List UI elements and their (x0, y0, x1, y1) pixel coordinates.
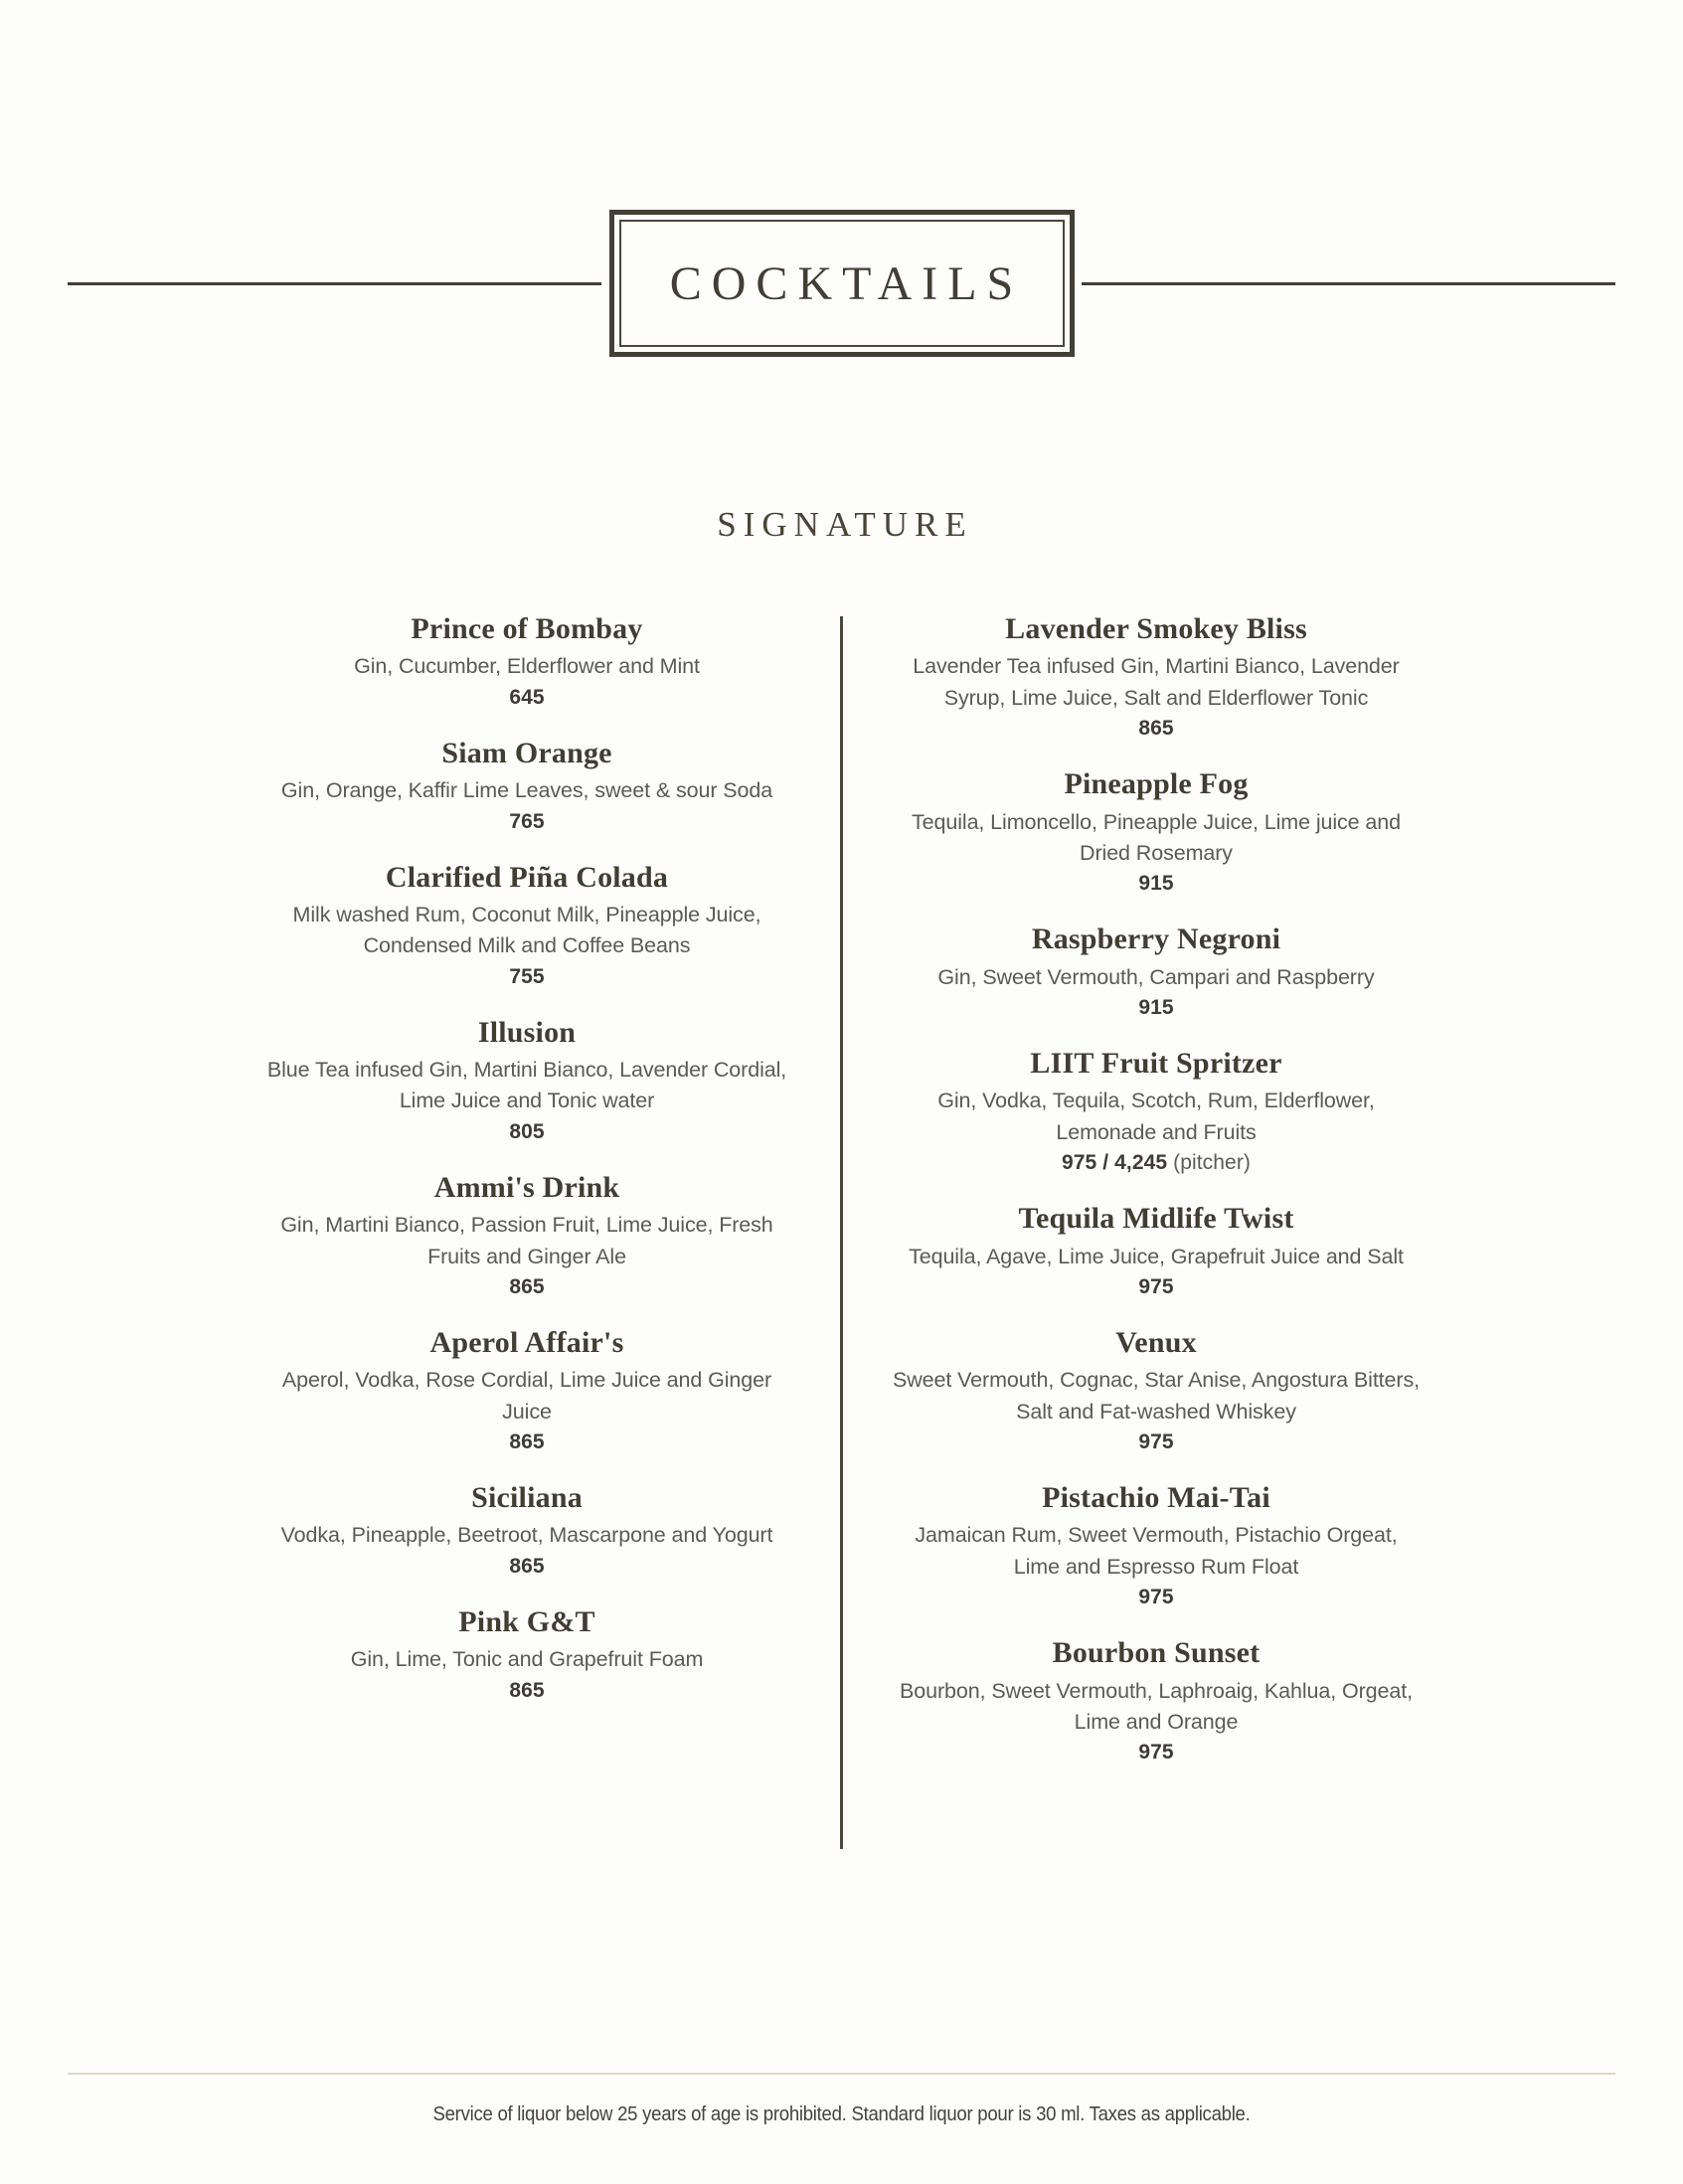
menu-item-name: Pineapple Fog (1064, 767, 1249, 801)
menu-item-price: 865 (509, 1554, 545, 1578)
page-title: COCKTAILS (669, 256, 1024, 310)
menu-item-description: Milk washed Rum, Coconut Milk, Pineapple Juice, Condensed Milk and Coffee Beans (292, 902, 761, 958)
menu-item-description: Gin, Orange, Kaffir Lime Leaves, sweet & sour Soda (280, 778, 773, 803)
menu-item-price: 865 (509, 1274, 545, 1298)
menu-item-name: Illusion (477, 1015, 577, 1049)
menu-item-price: 765 (509, 809, 545, 833)
menu-item (263, 1479, 790, 1579)
menu-item-description: Jamaican Rum, Sweet Vermouth, Pistachio Orgeat, Lime and Espresso Rum Float (915, 1523, 1398, 1579)
menu-item (893, 765, 1420, 896)
menu-item-description: Aperol, Vodka, Rose Cordial, Lime Juice and Ginger Juice (281, 1368, 772, 1424)
menu-item-name: Raspberry Negroni (1031, 923, 1281, 956)
menu-item-price: 805 (509, 1119, 545, 1143)
menu-item-price: 865 (509, 1430, 545, 1454)
menu-item-name: Pink G&T (458, 1604, 595, 1638)
menu-column-left (204, 610, 840, 1849)
menu-item-name: Prince of Bombay (411, 612, 643, 645)
menu-header (0, 204, 1683, 363)
menu-column-right (843, 610, 1479, 1849)
menu-item-description: Vodka, Pineapple, Beetroot, Mascarpone and Yogurt (280, 1523, 773, 1548)
menu-item (893, 1200, 1420, 1299)
menu-item-name: Tequila Midlife Twist (1018, 1202, 1294, 1236)
menu-item-name: Lavender Smokey Bliss (1005, 612, 1307, 645)
menu-columns (0, 610, 1683, 1849)
menu-item-price: 755 (509, 964, 545, 988)
menu-item (263, 1603, 790, 1703)
menu-item (263, 859, 790, 989)
menu-item (263, 610, 790, 710)
menu-item-price: 915 (1138, 872, 1174, 896)
footer-rule (68, 2073, 1615, 2075)
menu-item-description: Blue Tea infused Gin, Martini Bianco, Lavender Cordial, Lime Juice and Tonic water (266, 1058, 787, 1113)
menu-item-name: LIIT Fruit Spritzer (1030, 1047, 1282, 1081)
menu-item-description: Gin, Cucumber, Elderflower and Mint (354, 654, 700, 679)
menu-item-name: Siciliana (471, 1481, 583, 1515)
title-frame (609, 210, 1075, 357)
menu-item (263, 735, 790, 834)
menu-item-description: Gin, Lime, Tonic and Grapefruit Foam (350, 1647, 704, 1672)
menu-item-description: Sweet Vermouth, Cognac, Star Anise, Angostura Bitters, Salt and Fat-washed Whiskey (893, 1368, 1421, 1424)
menu-item-description: Tequila, Limoncello, Pineapple Juice, Lime juice and Dried Rosemary (912, 809, 1401, 865)
menu-item-price: 975 (1138, 1586, 1174, 1609)
menu-item (893, 1634, 1420, 1764)
menu-item-name: Clarified Piña Colada (385, 860, 669, 894)
menu-item (893, 1045, 1420, 1175)
title-frame-inner (619, 220, 1065, 347)
menu-item-price: 975 (1138, 1430, 1174, 1454)
menu-item (893, 610, 1420, 741)
menu-item-price: 915 (1138, 996, 1174, 1020)
menu-item-price: 865 (509, 1678, 545, 1702)
menu-item-name: Aperol Affair's (429, 1325, 624, 1359)
menu-item (263, 1014, 790, 1144)
menu-item (893, 921, 1420, 1020)
menu-item-name: Siam Orange (441, 736, 612, 769)
menu-item (893, 1479, 1420, 1609)
menu-item-description: Lavender Tea infused Gin, Martini Bianco, Lavender Syrup, Lime Juice, Salt and Elderflower Tonic (913, 654, 1400, 710)
menu-item-price: 645 (509, 685, 545, 709)
menu-item-name: Ammi's Drink (433, 1170, 620, 1204)
menu-item-description: Tequila, Agave, Lime Juice, Grapefruit Juice and Salt (909, 1244, 1404, 1268)
menu-item-price: 975 (1138, 1274, 1174, 1298)
menu-item-price: 975 (1138, 1741, 1174, 1764)
menu-item-description: Gin, Sweet Vermouth, Campari and Raspberry (937, 964, 1375, 989)
menu-item (263, 1169, 790, 1299)
menu-item-name: Venux (1115, 1325, 1197, 1359)
menu-item-price: 865 (1138, 717, 1174, 741)
footer-disclaimer: Service of liquor below 25 years of age is prohibited. Standard liquor pour is 30 ml. Taxes as applicable. (432, 2103, 1251, 2125)
menu-item (893, 1324, 1420, 1454)
menu-item-description: Gin, Vodka, Tequila, Scotch, Rum, Elderflower, Lemonade and Fruits (937, 1089, 1375, 1144)
menu-item (263, 1324, 790, 1454)
menu-item-name: Bourbon Sunset (1052, 1636, 1261, 1670)
menu-item-description: Bourbon, Sweet Vermouth, Laphroaig, Kahlua, Orgeat, Lime and Orange (899, 1678, 1413, 1734)
menu-item-price: 975 / 4,245 (pitcher) (1061, 1151, 1252, 1175)
section-heading: SIGNATURE (717, 505, 973, 544)
menu-item-price-suffix: (pitcher) (1167, 1151, 1252, 1175)
menu-item-name: Pistachio Mai-Tai (1042, 1481, 1270, 1515)
menu-item-description: Gin, Martini Bianco, Passion Fruit, Lime Juice, Fresh Fruits and Ginger Ale (280, 1213, 773, 1268)
